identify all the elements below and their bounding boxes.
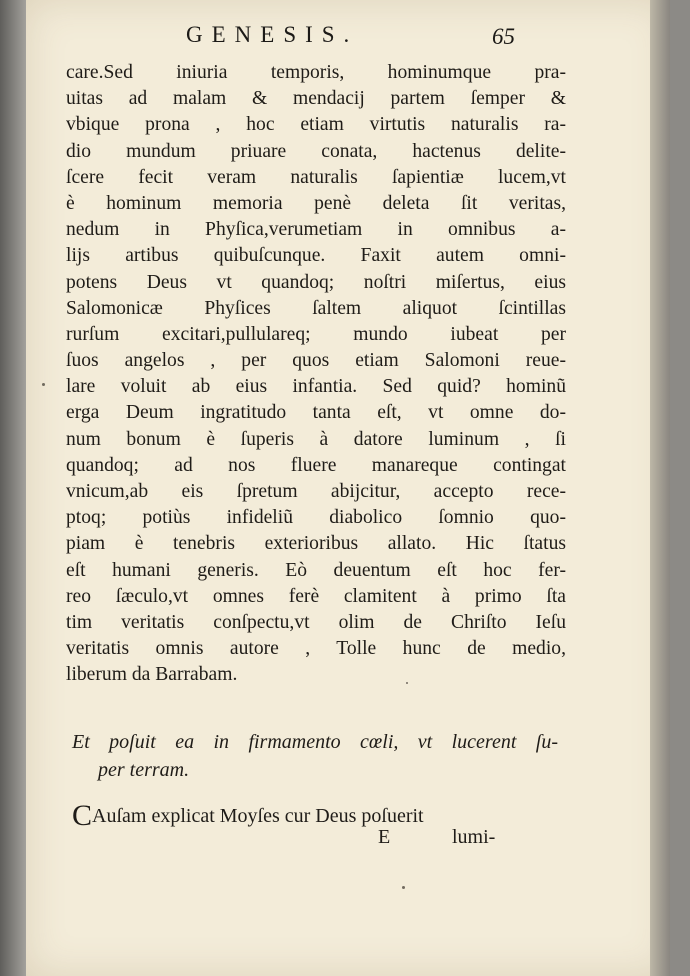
verse-line: per terram. — [98, 759, 190, 781]
text-line: quandoq; ad nos fluere manareque contingat — [66, 454, 566, 476]
initial-letter: C — [72, 799, 93, 832]
text-line: lijs artibus quibuſcunque. Faxit autem omni- — [66, 245, 566, 267]
text-line: lare voluit ab eius infantia. Sed quid? hominũ — [66, 376, 566, 398]
page-footer — [26, 826, 670, 856]
scripture-verse — [72, 728, 558, 784]
text-line: tim veritatis conſpectu,vt olim de Chriſto Ieſu — [66, 611, 566, 633]
text-line: num bonum è ſuperis à datore luminum , ſi — [66, 428, 566, 450]
text-line: care.Sed iniuria temporis, hominumque pra- — [66, 62, 566, 83]
page-number: 65 — [492, 24, 515, 49]
ink-speck — [406, 682, 408, 684]
text-line: Salomonicæ Phyſices ſaltem aliquot ſcintillas — [66, 297, 566, 319]
book-page — [26, 0, 670, 976]
catchword: lumi- — [452, 826, 496, 848]
text-line: eſt humani generis. Eò deuentum eſt hoc fer- — [66, 559, 566, 581]
text-line: è hominum memoria penè deleta ſit veritas, — [66, 192, 566, 214]
text-line: dio mundum priuare conata, hactenus delite- — [66, 140, 566, 162]
text-line: ptoq; potiùs infideliũ diabolico ſomnio quo- — [66, 507, 566, 529]
text-line: liberum da Barrabam. — [66, 664, 238, 686]
text-line: uitas ad malam & mendacij partem ſemper & — [66, 88, 566, 110]
text-line: piam è tenebris exterioribus allato. Hic ſtatus — [66, 533, 566, 555]
text-line: vbique prona , hoc etiam virtutis naturalis ra- — [66, 114, 566, 136]
ink-speck — [402, 886, 405, 889]
text-line: erga Deum ingratitudo tanta eſt, vt omne do- — [66, 402, 566, 424]
book-gutter — [0, 0, 26, 976]
body-paragraph — [66, 60, 566, 689]
commentary-text: Auſam explicat Moyſes cur Deus poſuerit — [92, 805, 424, 827]
verse-line: Et poſuit ea in firmamento cœli, vt lucerent ſu- — [72, 731, 558, 753]
text-line: ſcere fecit veram naturalis ſapientiæ lucem,vt — [66, 166, 566, 188]
text-line: nedum in Phyſica,verumetiam in omnibus a- — [66, 219, 566, 241]
signature-mark: E — [378, 826, 391, 848]
text-line: vnicum,ab eis ſpretum abijcitur, accepto rece- — [66, 481, 566, 502]
running-title: GENESIS. — [186, 22, 359, 47]
text-line: veritatis omnis autore , Tolle hunc de medio, — [66, 638, 566, 660]
ink-speck — [42, 383, 45, 386]
text-line: ſuos angelos , per quos etiam Salomoni reue- — [66, 350, 566, 372]
text-line: reo ſæculo,vt omnes ferè clamitent à primo ſta — [66, 585, 566, 607]
text-line: rurſum excitari,pullulareq; mundo iubeat per — [66, 323, 566, 345]
page-header — [26, 22, 670, 58]
text-line: potens Deus vt quandoq; noſtri miſertus, eius — [66, 271, 566, 293]
